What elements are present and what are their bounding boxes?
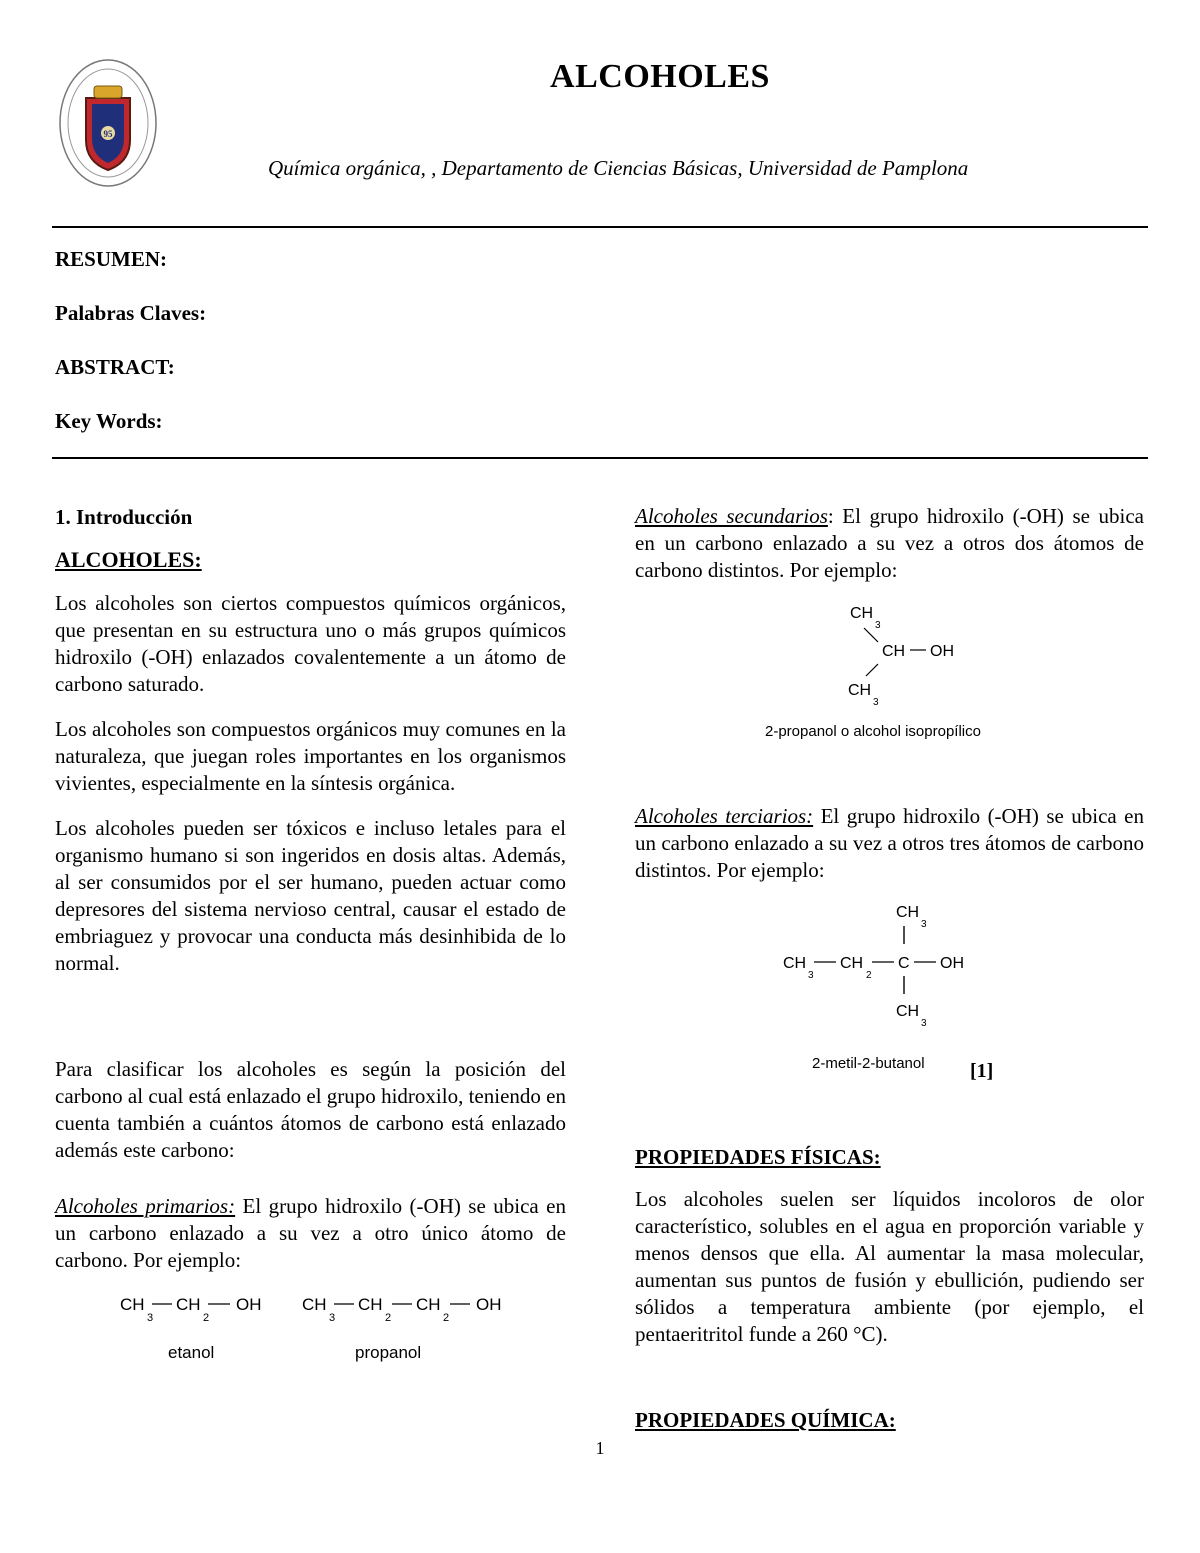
key-words-label: Key Words: [55, 409, 163, 433]
propanol-caption: propanol [355, 1343, 422, 1362]
svg-text:CH: CH [783, 955, 807, 972]
svg-text:3: 3 [873, 697, 879, 708]
svg-text:3: 3 [147, 1312, 154, 1324]
svg-text:95: 95 [103, 129, 113, 139]
intro-paragraphs [55, 590, 566, 995]
abstract-label: ABSTRACT: [55, 355, 175, 379]
butanol-structure [780, 900, 1020, 1085]
primarios-label: Alcoholes primarios: [55, 1194, 236, 1218]
terciarios-label: Alcoholes terciarios: [635, 804, 814, 828]
svg-text:OH: OH [930, 643, 954, 660]
svg-text:CH: CH [840, 955, 864, 972]
isopropanol-structure [760, 598, 1040, 748]
propanol-structure [302, 1295, 502, 1324]
etanol-structure [120, 1295, 262, 1324]
page-number: 1 [595, 1438, 605, 1458]
terciarios-text: El grupo hidroxilo (-OH) se ubica en un carbono enlazado a su vez a otros tres átomos de carbono distintos. Por ejemplo: [635, 804, 1144, 882]
fisicas-paragraph: Los alcoholes suelen ser líquidos incoloros de olor característico, solubles en el agua en proporción variable y menos densos que ella. Al aumentar la masa molecular, aumentan sus puntos de fusión y ebullición, pudiendo ser sólidos a temperatura ambiente (por ejemplo, el pentaeritritol funde a 260 °C). [635, 1187, 1144, 1346]
svg-text:OH: OH [940, 955, 964, 972]
svg-text:OH: OH [236, 1295, 262, 1314]
svg-text:CH: CH [896, 1003, 920, 1020]
palabras-claves-label: Palabras Claves: [55, 301, 207, 325]
svg-text:3: 3 [921, 1018, 927, 1029]
resumen-label: RESUMEN: [55, 247, 168, 271]
etanol-caption: etanol [168, 1343, 215, 1362]
svg-text:CH: CH [120, 1295, 145, 1314]
svg-text:CH: CH [850, 605, 874, 622]
svg-text:2: 2 [866, 970, 872, 981]
secundarios-text: : El grupo hidroxilo (-OH) se ubica en un carbono enlazado a su vez a otros dos átomos de carbono distintos. Por ejemplo: [635, 504, 1144, 582]
svg-text:2: 2 [385, 1312, 392, 1324]
svg-text:CH: CH [882, 643, 906, 660]
svg-text:CH: CH [416, 1295, 441, 1314]
page-subtitle: Química orgánica, , Departamento de Ciencias Básicas, Universidad de Pamplona [268, 156, 969, 180]
page-title: ALCOHOLES [550, 58, 770, 95]
isopropanol-caption: 2-propanol o alcohol isopropílico [765, 723, 981, 740]
paragraph: Los alcoholes pueden ser tóxicos e incluso letales para el organismo humano si son ingeridos en dosis altas. Además, al ser consumidos por el ser humano, pueden actuar como depresores del sistema nervioso central, causar el estado de embriaguez y provocar una conducta más desinhibida de lo normal. [55, 816, 566, 975]
svg-text:C: C [898, 955, 910, 972]
paragraph: Los alcoholes son ciertos compuestos químicos orgánicos, que presentan en su estructura uno o más grupos químicos hidroxilo (-OH) enlazados covalentemente a un átomo de carbono saturado. [55, 591, 566, 696]
svg-text:2: 2 [443, 1312, 450, 1324]
svg-text:CH: CH [176, 1295, 201, 1314]
svg-text:3: 3 [329, 1312, 336, 1324]
section-heading: 1. Introducción [55, 505, 193, 529]
bottom-rule [52, 457, 1148, 459]
svg-text:OH: OH [476, 1295, 502, 1314]
paragraph: Los alcoholes son compuestos orgánicos muy comunes en la naturaleza, que juegan roles importantes en los organismos vivientes, especialmente en la síntesis orgánica. [55, 717, 566, 795]
secundarios-label: Alcoholes secundarios [635, 504, 828, 528]
secundarios-paragraph [635, 503, 1144, 584]
classification-paragraph: Para clasificar los alcoholes es según la posición del carbono al cual está enlazado el grupo hidroxilo, teniendo en cuenta también a cuántos átomos de carbono está enlazado además este carbono: [55, 1057, 566, 1162]
alcoholes-heading: ALCOHOLES: [55, 547, 202, 572]
svg-text:3: 3 [875, 620, 881, 631]
fisicas-heading: PROPIEDADES FÍSICAS: [635, 1145, 881, 1169]
svg-text:CH: CH [358, 1295, 383, 1314]
svg-text:CH: CH [896, 904, 920, 921]
butanol-caption: 2-metil-2-butanol [812, 1055, 925, 1072]
top-rule [52, 226, 1148, 228]
quimica-heading: PROPIEDADES QUÍMICA: [635, 1408, 896, 1432]
reference-citation: [1] [970, 1060, 994, 1082]
primarios-text: El grupo hidroxilo (-OH) se ubica en un carbono enlazado a su vez a otro único átomo de carbono. Por ejemplo: [55, 1194, 566, 1272]
primarios-paragraph [55, 1193, 566, 1274]
svg-text:2: 2 [203, 1312, 210, 1324]
primary-alcohol-structures [118, 1290, 518, 1370]
svg-text:3: 3 [921, 919, 927, 930]
svg-text:CH: CH [848, 682, 872, 699]
svg-text:3: 3 [808, 970, 814, 981]
terciarios-paragraph [635, 803, 1144, 884]
svg-text:CH: CH [302, 1295, 327, 1314]
